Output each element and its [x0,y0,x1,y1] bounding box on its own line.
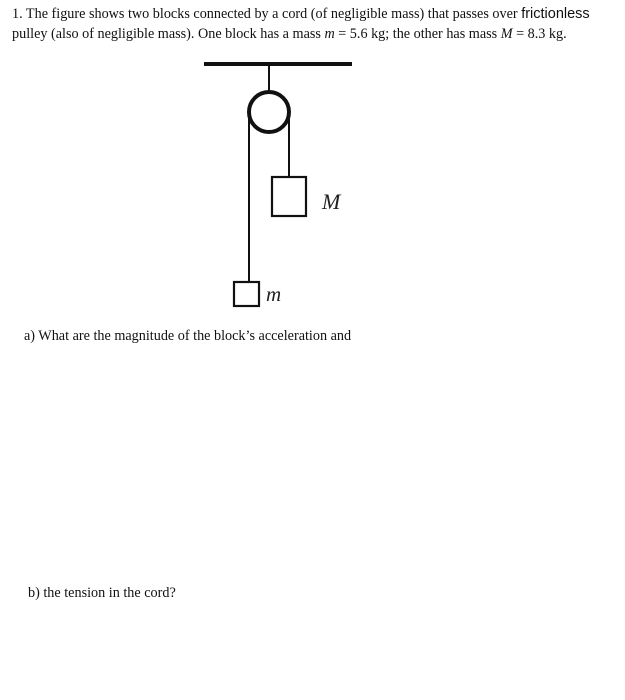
label-m: m [266,282,282,306]
problem-line-2-part1: pulley (also of negligible mass). One block has a mass [12,26,325,42]
mass-M-symbol: M [500,26,513,42]
block-m [234,282,259,306]
question-a: a) What are the magnitude of the block’s acceleration and [24,328,352,344]
mass-m-symbol: m [324,26,335,42]
block-M [272,177,306,216]
label-M: M [322,189,341,214]
mass-M-value: = 8.3 kg. [512,26,567,42]
question-b: b) the tension in the cord? [28,585,176,601]
problem-line-1-text: 1. The figure shows two blocks connected by a cord (of negligible mass) that passes over [12,6,518,22]
problem-line-1-tail: frictionless [521,6,590,22]
mass-m-value: = 5.6 kg; the other has mass [334,26,501,42]
pulley-wheel [249,92,289,132]
